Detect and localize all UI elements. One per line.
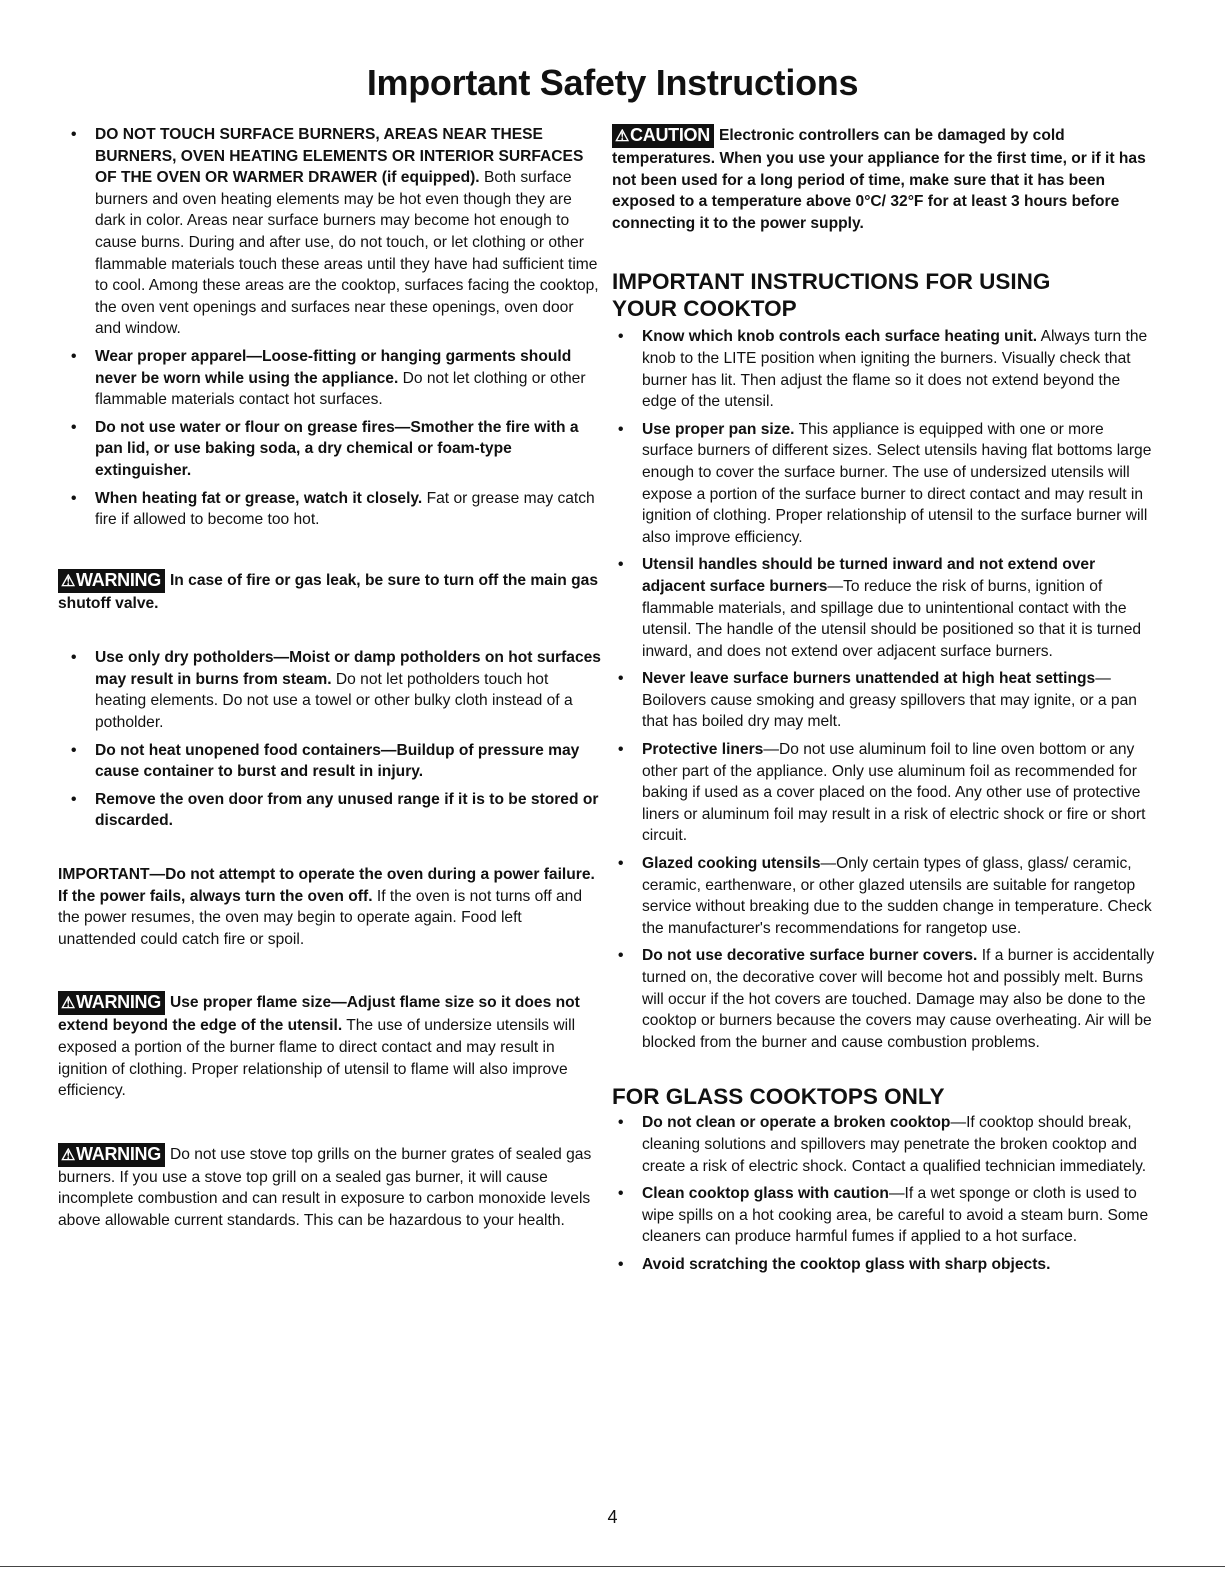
item-bold: Do not heat unopened food containers—Buildup of pressure may cause container to burst and result in injury. <box>95 741 580 781</box>
list-item: • Utensil handles should be turned inward and not extend over adjacent surface burners—To reduce the risk of burns, ignition of flammable materials, and spillage due to unintentional contact with the utensil. The handle of the utensil should be positioned so that it is turned inward, and does not extend over adjacent surface burners. <box>612 554 1157 662</box>
item-text: Do not let clothing or other flammable materials contact hot surfaces. <box>95 369 586 409</box>
list-item <box>58 647 603 733</box>
list-item: • Do not clean or operate a broken cooktop—If cooktop should break, cleaning solutions and spillovers may penetrate the broken cooktop and create a risk of electric shock. Contact a qualified technician immediately. <box>612 1112 1157 1177</box>
important-text: If the oven is not turns off and the power resumes, the oven may begin to operate again. Food left unattended could catch fire or spoil. <box>58 887 583 948</box>
list-item <box>58 488 603 531</box>
list-item: • Avoid scratching the cooktop glass with sharp objects. <box>612 1254 1157 1276</box>
warning-triangle-icon: ⚠ <box>61 1146 76 1164</box>
item-bold: Wear proper apparel—Loose-fitting or hanging garments should never be worn while using the appliance. <box>95 347 572 387</box>
safety-list-1 <box>58 124 603 531</box>
item-text: Fat or grease may catch fire if allowed to become too hot. <box>95 489 595 529</box>
warning-flame-size <box>58 991 603 1101</box>
list-item: • Never leave surface burners unattended at high heat settings—Boilovers cause smoking and greasy spillovers that may ignite, or a pan that has boiled dry may melt. <box>612 668 1157 733</box>
warning-triangle-icon: ⚠ <box>615 128 630 145</box>
list-item <box>58 124 603 340</box>
right-column <box>612 124 1157 1282</box>
item-bold: When heating fat or grease, watch it closely. <box>95 489 423 507</box>
list-item <box>58 789 603 832</box>
bottom-rule <box>0 1566 1225 1567</box>
safety-list-2 <box>58 647 603 832</box>
page-title: Important Safety Instructions <box>366 62 859 103</box>
list-item <box>58 417 603 482</box>
warning-stove-grills <box>58 1143 603 1232</box>
caution-badge: ⚠CAUTION <box>612 124 714 148</box>
section-heading-cooktop: IMPORTANT INSTRUCTIONS FOR USING YOUR COOKTOP <box>612 269 1051 322</box>
item-bold: Remove the oven door from any unused range if it is to be stored or discarded. <box>95 790 599 830</box>
warning-badge: ⚠WARNING <box>58 1143 165 1167</box>
warning-bold: Use proper flame size—Adjust flame size so it does not extend beyond the edge of the utensil. <box>58 994 580 1035</box>
list-item: • Know which knob controls each surface heating unit. Always turn the knob to the LITE position when igniting the burners. Visually check that burner has lit. Then adjust the flame so it does not extend beyond the edge of the utensil. <box>612 326 1157 412</box>
list-item: • Do not use decorative surface burner covers. If a burner is accidentally turned on, the decorative cover will become hot and possibly melt. Burns will occur if the hot covers are touched. Damage may also be done to the cooktop or burners because the covers may cause overheating. Air will be blocked from the burner and cause combustion problems. <box>612 945 1157 1053</box>
warning-text: Do not use stove top grills on the burner grates of sealed gas burners. If you use a stove top grill on a sealed gas burner, it will cause incomplete combustion and can result in exposure to carbon monoxide levels above allowable current standards. This can be hazardous to your health. <box>58 1145 592 1229</box>
warning-bold: In case of fire or gas leak, be sure to turn off the main gas shutoff valve. <box>58 571 599 612</box>
section-heading-glass-cooktops: FOR GLASS COOKTOPS ONLY <box>612 1084 945 1110</box>
item-bold: Do not use water or flour on grease fires—Smother the fire with a pan lid, or use baking soda, a dry chemical or foam-type extinguisher. <box>95 418 579 479</box>
list-item: • Protective liners—Do not use aluminum foil to line oven bottom or any other part of the appliance. Only use aluminum foil as recommended for baking if used as a cover placed on the food. Any other use of protective liners or aluminum foil may result in a risk of electric shock or fire or short circuit. <box>612 739 1157 847</box>
caution-electronic-controllers <box>612 124 1157 234</box>
cooktop-list <box>612 326 1157 1053</box>
important-bold: IMPORTANT—Do not attempt to operate the oven during a power failure. If the power fails, always turn the oven off. <box>58 866 595 905</box>
list-item: • Glazed cooking utensils—Only certain types of glass, glass/ ceramic, ceramic, earthenware, or other glazed utensils are suitable for rangetop service without breaking due to the sudden change in temperature. Check the manufacturer's recommendations for rangetop use. <box>612 853 1157 939</box>
warning-badge: ⚠WARNING <box>58 569 165 593</box>
caution-bold: Electronic controllers can be damaged by cold temperatures. When you use your appliance for the first time, or if it has not been used for a long period of time, make sure that it has been exposed to a temperature above 0°C/ 32°F for at least 3 hours before connecting it to the power supply. <box>612 127 1146 232</box>
warning-triangle-icon: ⚠ <box>61 995 76 1013</box>
item-bold: Use only dry potholders—Moist or damp potholders on hot surfaces may result in burns from steam. <box>95 649 601 688</box>
warning-triangle-icon: ⚠ <box>61 572 76 590</box>
item-text: Do not let potholders touch hot heating elements. Do not use a towel or other bulky cloth instead of a potholder. <box>95 670 573 732</box>
page-number: 4 <box>607 1507 618 1527</box>
important-power-failure <box>58 864 603 950</box>
list-item <box>58 740 603 783</box>
left-column <box>58 124 603 1232</box>
item-text: Both surface burners and oven heating elements may be hot even though they are dark in color. Areas near surface burners may become hot enough to cause burns. During and after use, do not touch, or let clothing or other flammable materials touch these areas until they have had sufficient time to cool. Among these areas are the cooktop, surfaces facing the cooktop, the oven vent openings and surfaces near these openings, oven door and window. <box>95 169 599 338</box>
list-item <box>58 346 603 411</box>
warning-text: The use of undersize utensils will exposed a portion of the burner flame to direct contact and may result in ignition of clothing. Proper relationship of utensil to flame will also improve efficiency. <box>58 1017 576 1100</box>
warning-badge: ⚠WARNING <box>58 991 165 1015</box>
list-item: • Clean cooktop glass with caution—If a wet sponge or cloth is used to wipe spills on a hot cooking area, be careful to avoid a steam burn. Some cleaners can produce harmful fumes if applied to a hot surface. <box>612 1183 1157 1248</box>
item-bold: DO NOT TOUCH SURFACE BURNERS, AREAS NEAR THESE BURNERS, OVEN HEATING ELEMENTS OR INTERIOR SURFACES OF THE OVEN OR WARMER DRAWER (if equipped). <box>95 126 584 187</box>
list-item: • Use proper pan size. This appliance is equipped with one or more surface burners of different sizes. Select utensils having flat bottoms large enough to cover the surface burner. The use of undersized utensils will expose a portion of the surface burner to direct contact and may result in ignition of clothing. Proper relationship of utensil to the surface burner will also improve efficiency. <box>612 419 1157 549</box>
warning-fire-gas <box>58 569 603 615</box>
glass-cooktop-list <box>612 1112 1157 1275</box>
